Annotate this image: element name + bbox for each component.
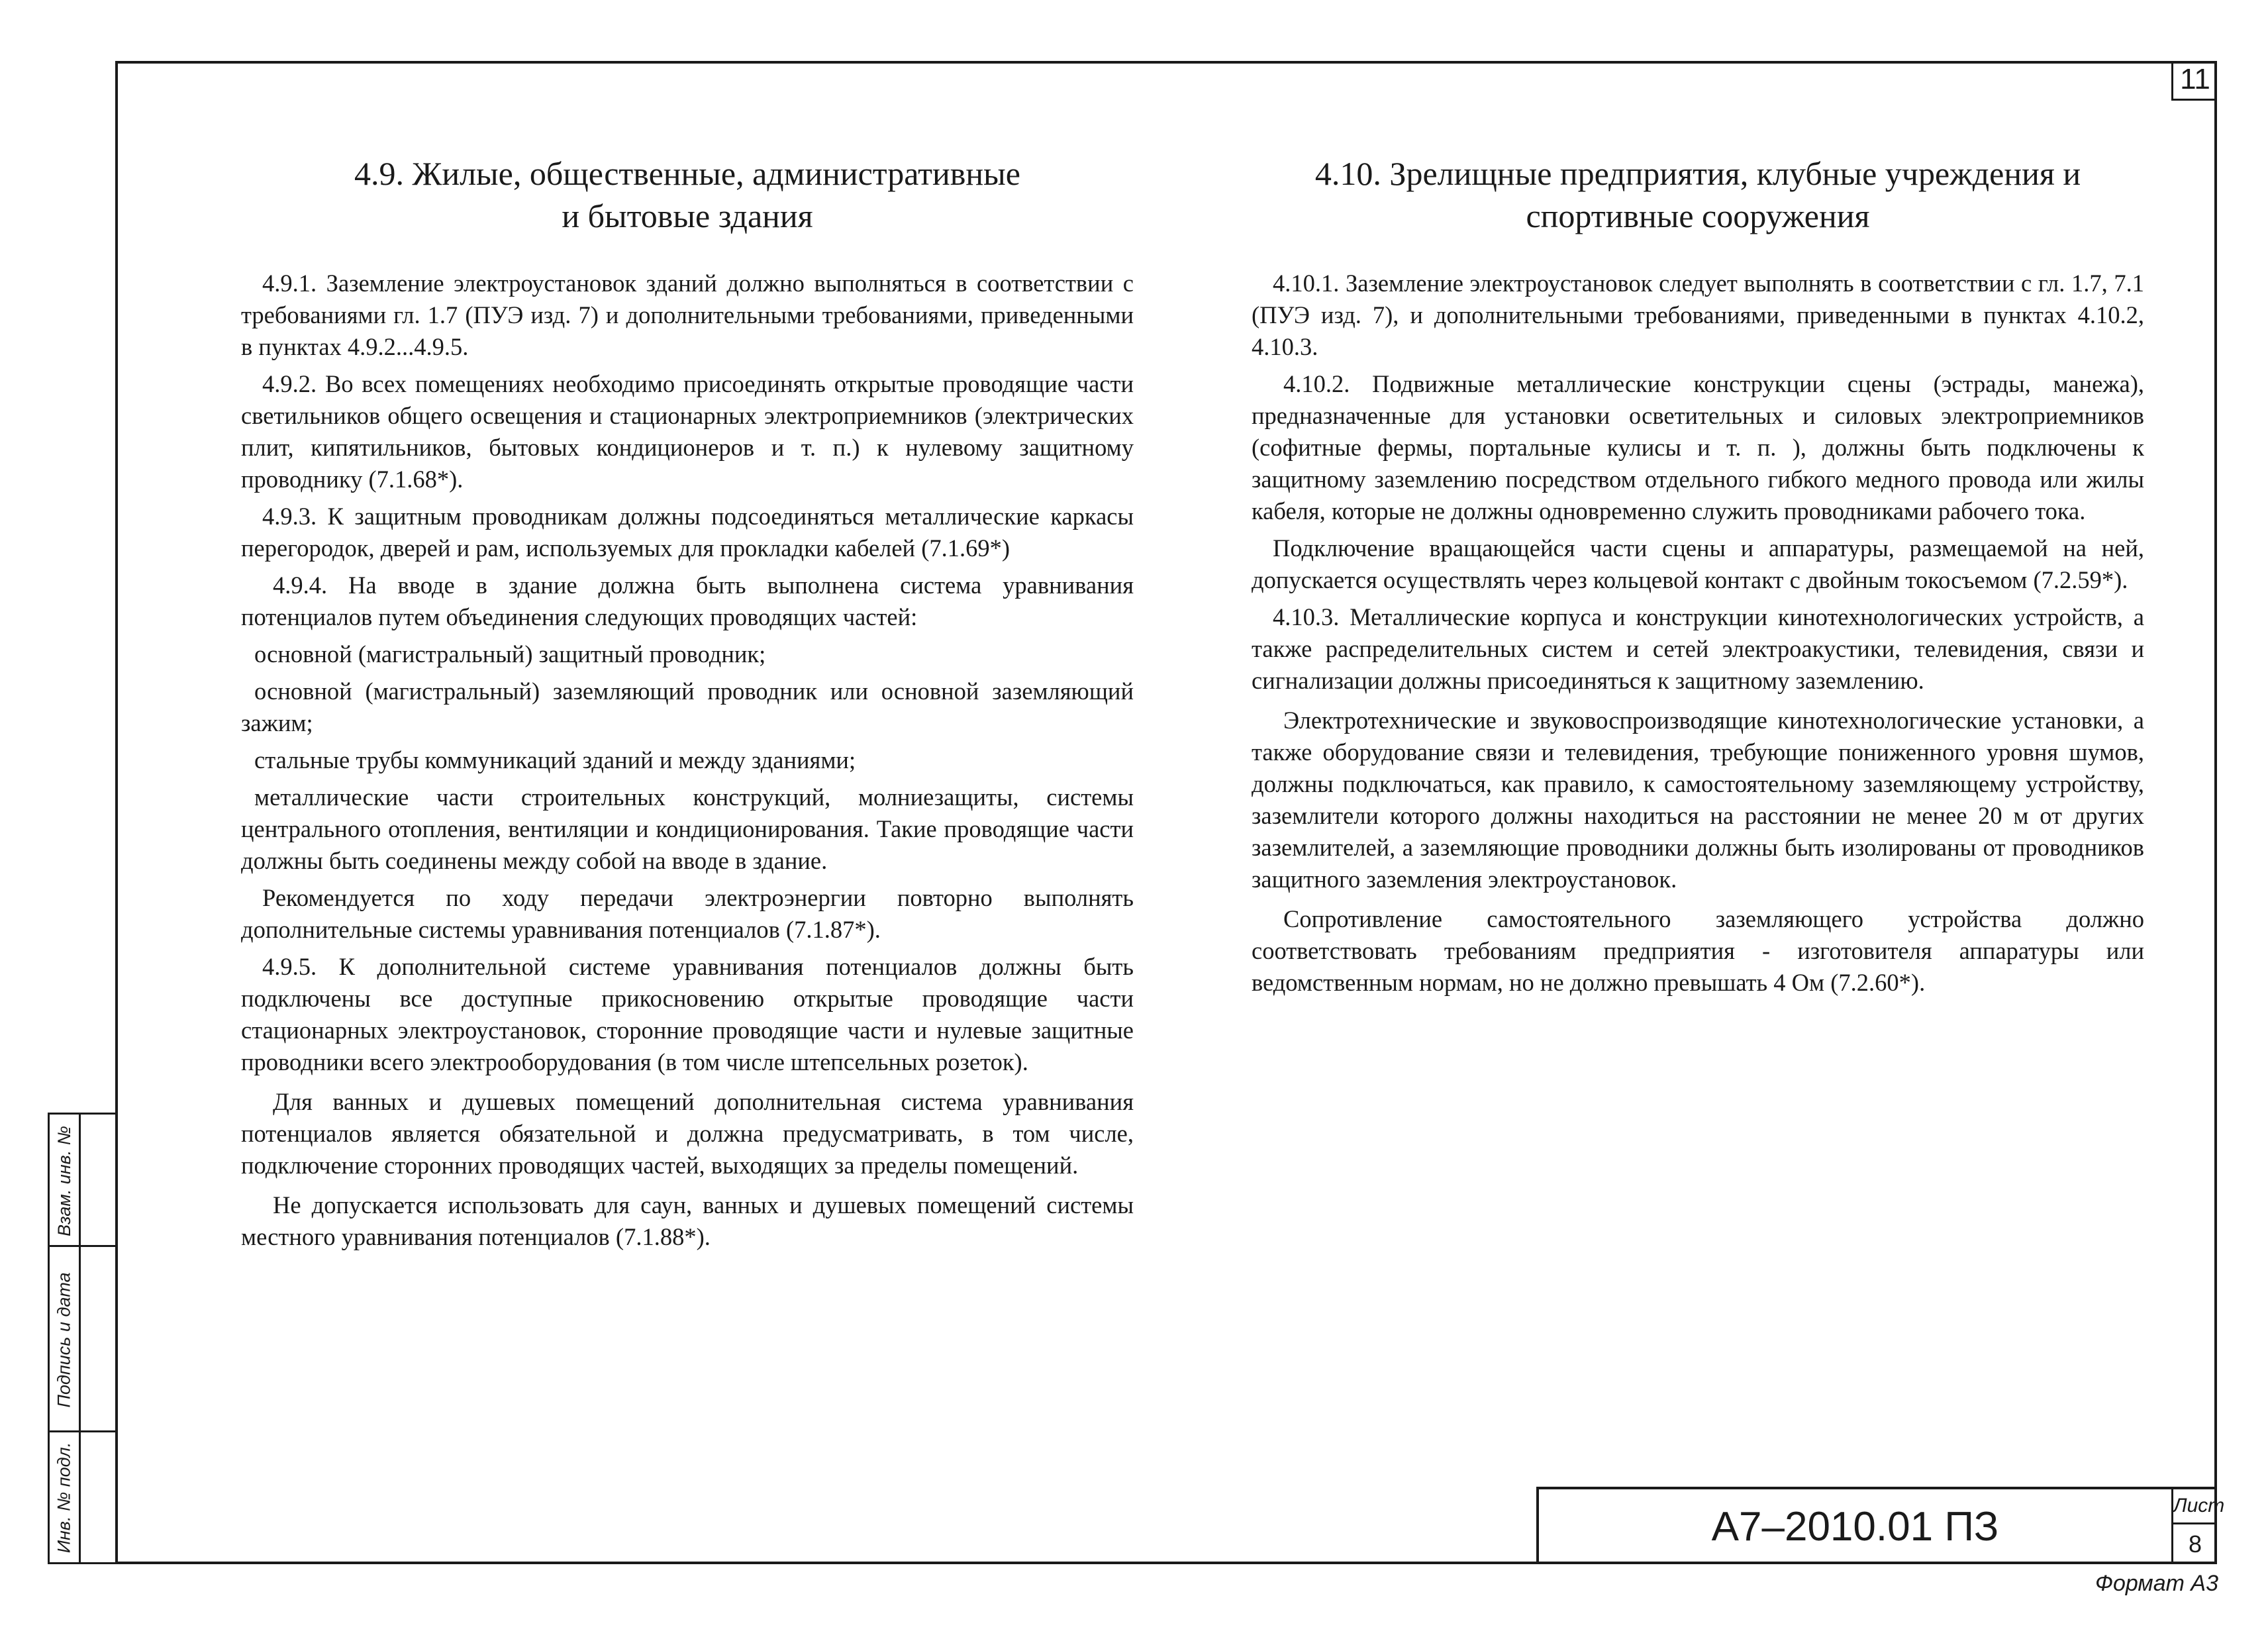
section-4-10 (1252, 152, 2144, 1004)
list-item: стальные трубы коммуникаций зданий и между зданиями; (254, 746, 856, 773)
section-heading-4-9: 4.9. Жилые, общественные, административные и бытовые здания (354, 155, 1020, 234)
stamp-cell-signature (50, 1247, 115, 1432)
paragraph: 4.10.1. Заземление электроустановок следует выполнять в соответствии с гл. 1.7, 7.1 (ПУЭ изд. 7), и дополнительными требованиями, приведенными в пунктах 4.10.2, 4.10.3. (1252, 270, 2144, 360)
paragraph: 4.9.2. Во всех помещениях необходимо присоединять открытые проводящие части светильников общего освещения и стационарных электроприемников (электрических плит, кипятильников, бытовых кондиционеров и т. п.) к нулевому защитному проводнику (7.1.68*). (241, 370, 1134, 493)
list-item: металлические части строительных конструкций, молниезащиты, системы центрального отопления, вентиляции и кондиционирования. Такие проводящие части должны быть соединены между собой на вводе в здание. (241, 783, 1134, 874)
sheet-label: Лист (2173, 1489, 2217, 1524)
corner-page-number: 11 (2171, 61, 2217, 101)
stamp-label: Подпись и дата (54, 1271, 74, 1408)
format-label: Формат A3 (2095, 1571, 2218, 1596)
paragraph: 4.9.1. Заземление электроустановок зданий должно выполняться в соответствии с требованиями гл. 1.7 (ПУЭ изд. 7) и дополнительными требованиями, приведенными в пунктах 4.9.2...4.9.5. (241, 270, 1134, 360)
paragraph: Сопротивление самостоятельного заземляющего устройства должно соответствовать требованиям предприятия - изготовителя аппаратуры или ведомственным нормам, но не должно превышать 4 Ом (7.2.60*). (1252, 905, 2144, 996)
paragraph: 4.10.2. Подвижные металлические конструкции сцены (эстрады, манежа), предназначенные для установки осветительных и силовых электроприемников (софитные фермы, портальные кулисы и т. п. ), должны быть подключены к защитному заземлению посредством отдельного гибкого медного провода или жилы кабеля, которые не должны одновременно служить проводниками рабочего тока. (1252, 370, 2144, 524)
document-code: А7–2010.01 ПЗ (1711, 1504, 1999, 1550)
title-block (1536, 1487, 2225, 1564)
paragraph: 4.9.5. К дополнительной системе уравнивания потенциалов должны быть подключены все доступные прикосновению открытые проводящие части стационарных электроустановок, сторонние проводящие части и нулевые защитные проводники всего электрооборудования (в том числе штепсельных розеток). (241, 953, 1134, 1075)
paragraph: 4.9.4. На вводе в здание должна быть выполнена система уравнивания потенциалов путем объединения следующих проводящих частей: (241, 572, 1134, 630)
paragraph: Подключение вращающейся части сцены и аппаратуры, размещаемой на ней, допускается осуществлять через кольцевой контакт с двойным токосъемом (7.2.59*). (1252, 534, 2144, 593)
stamp-label: Взам. инв. № (54, 1125, 74, 1236)
paragraph: Не допускается использовать для саун, ванных и душевых помещений системы местного уравнивания потенциалов (7.1.88*). (241, 1191, 1134, 1250)
list-item: основной (магистральный) защитный проводник; (254, 640, 766, 668)
list-item: основной (магистральный) заземляющий проводник или основной заземляющий зажим; (241, 677, 1134, 736)
paragraph: 4.9.3. К защитным проводникам должны подсоединяться металлические каркасы перегородок, дверей и рам, используемых для прокладки кабелей (7.1.69*) (241, 503, 1134, 562)
stamp-cell-inventory (50, 1432, 115, 1562)
section-4-9 (241, 152, 1134, 1258)
paragraph: 4.10.3. Металлические корпуса и конструкции кинотехнологических устройств, а также распределительных систем и сетей электроакустики, телевидения, связи и сигнализации должны присоединяться к защитному заземлению. (1252, 603, 2144, 694)
paragraph: Для ванных и душевых помещений дополнительная система уравнивания потенциалов является обязательной и должна предусматривать, в том числе, подключение сторонних проводящих частей, выходящих за пределы помещений. (241, 1088, 1134, 1179)
paragraph: Электротехнические и звуковоспроизводящие кинотехнологические установки, а также оборудование связи и телевидения, требующие пониженного уровня шумов, должны подключаться, как правило, к самостоятельному заземляющему устройству, заземлители которого должны находиться на расстоянии не менее 20 м от других заземлителей, а заземляющие проводники должны быть изолированы от проводников защитного заземления электроустановок. (1252, 707, 2144, 893)
stamp-cell-replacement (50, 1115, 115, 1247)
section-heading-4-10: 4.10. Зрелищные предприятия, клубные учреждения и спортивные сооружения (1314, 155, 2081, 234)
paragraph: Рекомендуется по ходу передачи электроэнергии повторно выполнять дополнительные системы уравнивания потенциалов (7.1.87*). (241, 884, 1134, 943)
binding-stamp (48, 1113, 115, 1564)
sheet-number: 8 (2188, 1530, 2202, 1558)
sheet-cell (2171, 1489, 2225, 1564)
stamp-label: Инв. № подл. (54, 1442, 74, 1553)
